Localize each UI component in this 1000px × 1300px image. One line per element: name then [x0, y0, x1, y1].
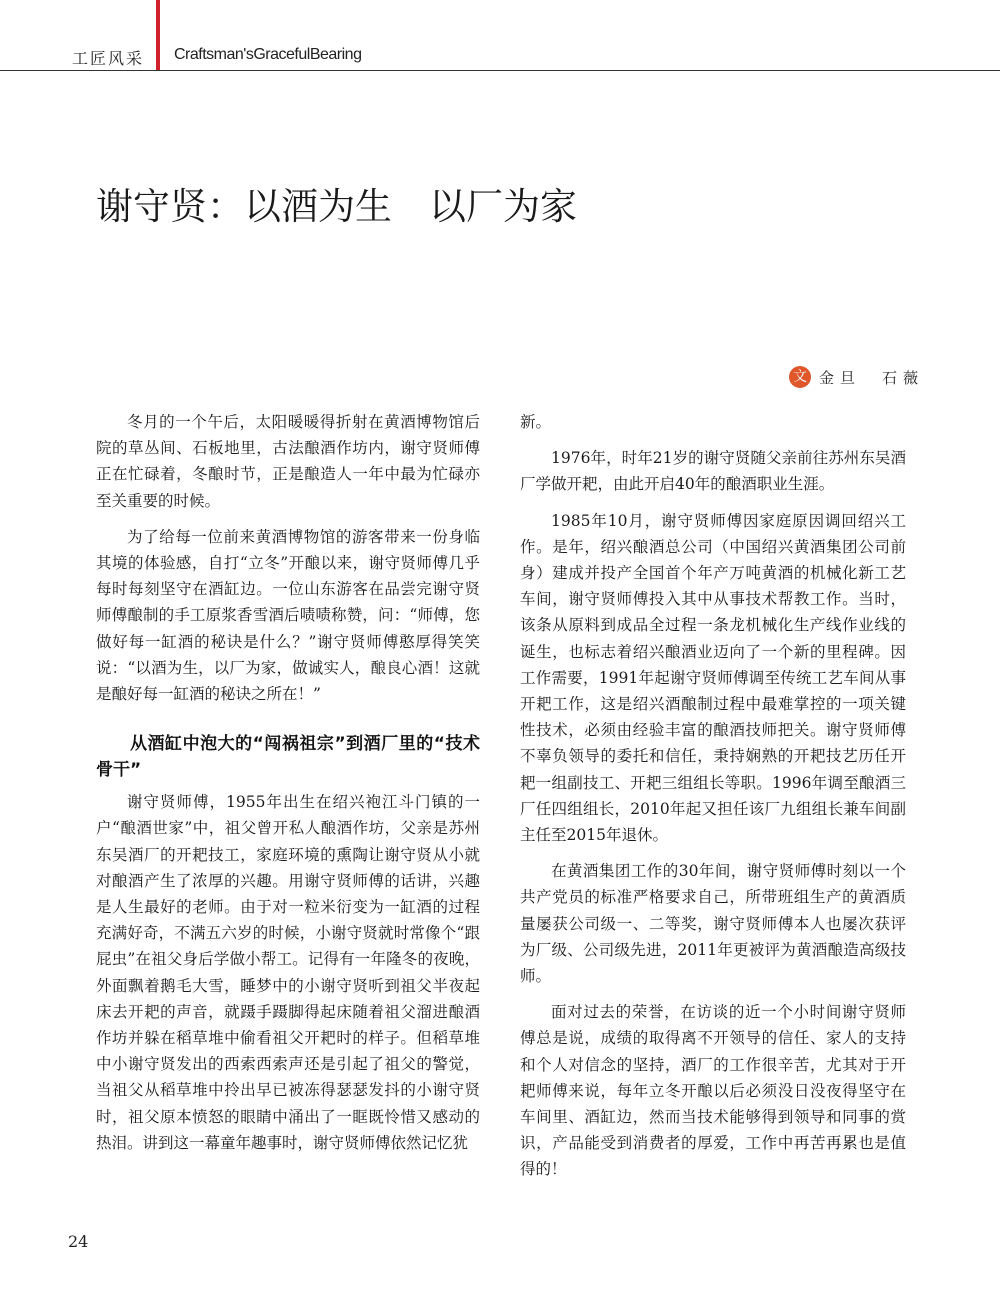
english-tagline: Craftsman'sGracefulBearing — [174, 46, 362, 63]
paragraph: 面对过去的荣誉，在访谈的近一个小时间谢守贤师傅总是说，成绩的取得离不开领导的信任、家人的支持和个人对信念的坚持，酒厂的工作很辛苦，尤其对于开耙师傅来说，每年立冬开酿以后必须没日没夜得坚守在车间里、酒缸边，然而当技术能够得到领导和同事的赏识，产品能受到消费者的厚爱，工作中再苦再累也是值得的！ — [520, 1003, 906, 1179]
byline — [789, 366, 924, 388]
section-subheading: 从酒缸中泡大的“闯祸祖宗”到酒厂里的“技术骨干” — [96, 734, 480, 781]
paragraph: 谢守贤师傅，1955年出生在绍兴袍江斗门镇的一户“酿酒世家”中，祖父曾开私人酿酒作坊，父亲是苏州东吴酒厂的开耙技工，家庭环境的熏陶让谢守贤从小就对酿酒产生了浓厚的兴趣。用谢守贤师傅的话讲，兴趣是人生最好的老师。由于对一粒米衍变为一缸酒的过程充满好奇，不满五六岁的时候，小谢守贤就时常像个“跟屁虫”在祖父身后学做小帮工。记得有一年隆冬的夜晚，外面飘着鹅毛大雪，睡梦中的小谢守贤听到祖父半夜起床去开耙的声音，就蹑手蹑脚得起床随着祖父溜进酿酒作坊并躲在稻草堆中偷看祖父开耙时的样子。但稻草堆中小谢守贤发出的西索西索声还是引起了祖父的警觉，当祖父从稻草堆中拎出早已被冻得瑟瑟发抖的小谢守贤时，祖父原本愤怒的眼睛中涌出了一眶既怜惜又感动的热泪。讲到这一幕童年趣事时，谢守贤师傅依然记忆犹 — [96, 793, 480, 1152]
article-title: 谢守贤：以酒为生 以厂为家 — [96, 185, 577, 228]
paragraph: 1985年10月，谢守贤师傅因家庭原因调回绍兴工作。是年，绍兴酿酒总公司（中国绍兴黄酒集团公司前身）建成并投产全国首个年产万吨黄酒的机械化新工艺车间，谢守贤师傅投入其中从事技术帮教工作。当时，该条从原料到成品全过程一条龙机械化生产线作业线的诞生，也标志着绍兴酿酒业迈向了一个新的里程碑。因工作需要，1991年起谢守贤师傅调至传统工艺车间从事开耙工作，这是绍兴酒酿制过程中最难掌控的一项关键性技术，必须由经验丰富的酿酒技师把关。谢守贤师傅不辜负领导的委托和信任，秉持娴熟的开耙技艺历任开耙一组副技工、开耙三组组长等职。1996年调至酿酒三厂任四组组长，2010年起又担任该厂九组组长兼车间副主任至2015年退休。 — [520, 511, 906, 845]
paragraph: 1976年，时年21岁的谢守贤随父亲前往苏州东吴酒厂学做开耙，由此开启40年的酿酒职业生涯。 — [520, 449, 906, 494]
header-divider — [0, 70, 1000, 71]
right-column — [520, 409, 906, 1193]
paragraph-continuation: 新。 — [520, 413, 552, 431]
header-accent-bar — [156, 0, 160, 70]
paragraph: 在黄酒集团工作的30年间，谢守贤师傅时刻以一个共产党员的标准严格要求自己，所带班组生产的黄酒质量屡获公司级一、二等奖，谢守贤师傅本人也屡次获评为厂级、公司级先进，2011年更被评为黄酒酿造高级技师。 — [520, 862, 906, 986]
byline-authors: 金旦 石薇 — [819, 368, 925, 387]
byline-badge: 文 — [789, 366, 811, 388]
paragraph: 为了给每一位前来黄酒博物馆的游客带来一份身临其境的体验感，自打“立冬”开酿以来，谢守贤师傅几乎每时每刻坚守在酒缸边。一位山东游客在品尝完谢守贤师傅酿制的手工原浆香雪酒后啧啧称赞，问：“师傅，您做好每一缸酒的秘诀是什么？”谢守贤师傅憨厚得笑笑说：“以酒为生，以厂为家，做诚实人，酿良心酒！这就是酿好每一缸酒的秘诀之所在！” — [96, 527, 480, 704]
column-label: 工匠风采 — [72, 49, 145, 68]
paragraph: 冬月的一个午后，太阳暖暖得折射在黄酒博物馆后院的草丛间、石板地里，古法酿酒作坊内，谢守贤师傅正在忙碌着，冬酿时节，正是酿造人一年中最为忙碌亦至关重要的时候。 — [96, 413, 480, 510]
left-column — [96, 409, 480, 1166]
page-header — [0, 0, 1000, 72]
page-number: 24 — [68, 1232, 89, 1251]
